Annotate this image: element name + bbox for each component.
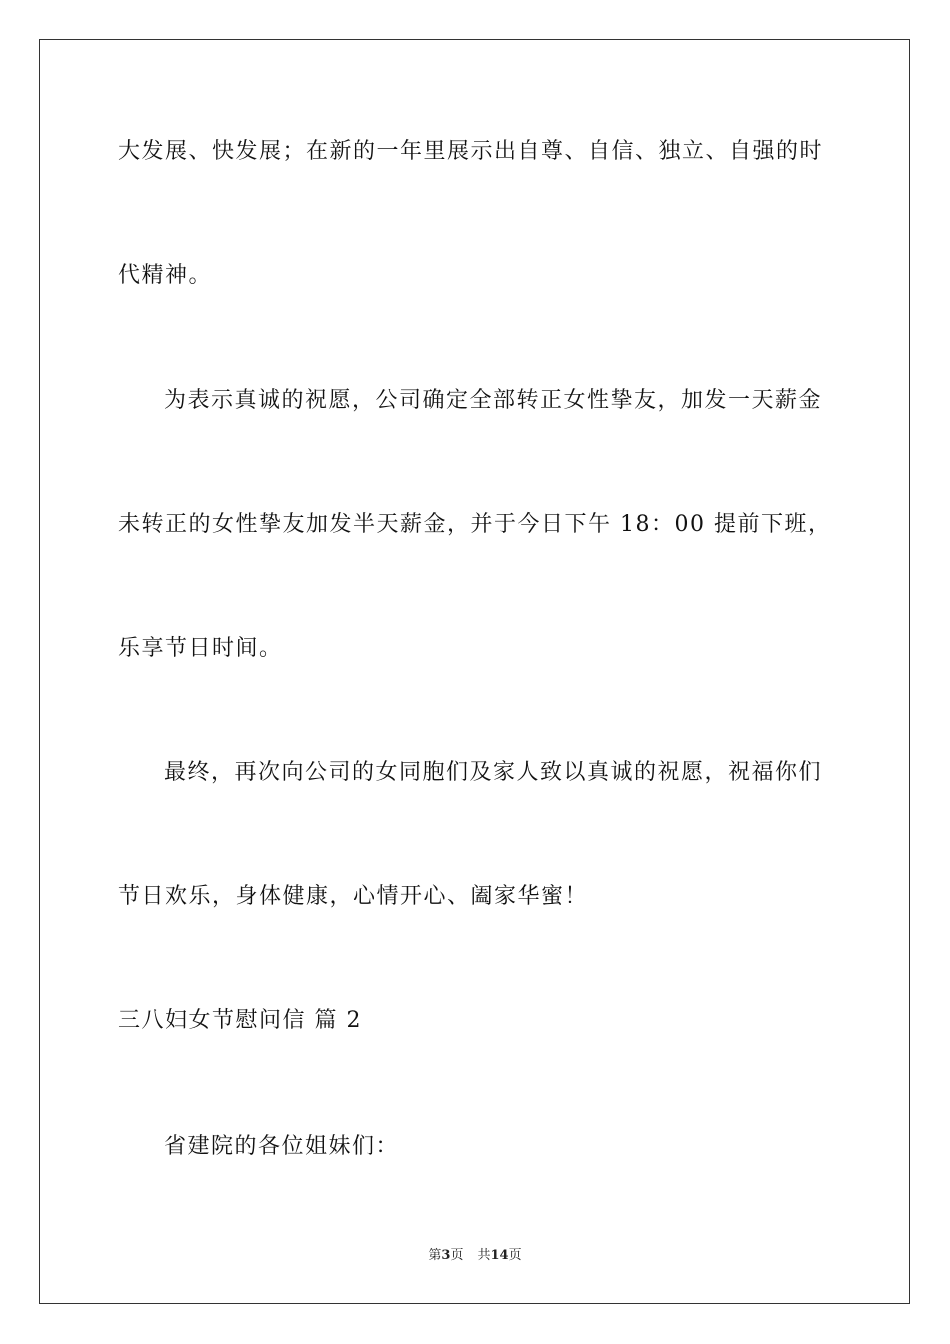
footer-page-unit: 页 [450, 1248, 464, 1263]
body-line-6: 最终，再次向公司的女同胞们及家人致以真诚的祝愿，祝福你们 [164, 760, 823, 785]
footer-page-total: 14 [490, 1248, 509, 1263]
body-line-7: 节日欢乐，身体健康，心情开心、阖家华蜜！ [118, 884, 589, 909]
body-line-2: 代精神。 [118, 263, 213, 288]
body-line-3: 为表示真诚的祝愿，公司确定全部转正女性挚友，加发一天薪金 [164, 388, 823, 413]
body-line-4: 未转正的女性挚友加发半天薪金，并于今日下午 18：00 提前下班， [118, 512, 832, 537]
salutation-line: 省建院的各位姐妹们： [164, 1134, 400, 1159]
footer-total-unit: 页 [508, 1248, 522, 1263]
body-line-1: 大发展、快发展；在新的一年里展示出自尊、自信、独立、自强的时 [118, 139, 824, 164]
section-heading: 三八妇女节慰问信 篇 2 [118, 1008, 362, 1033]
body-line-5: 乐享节日时间。 [118, 636, 283, 661]
footer-total-prefix: 共 [477, 1248, 491, 1263]
page-border [39, 39, 910, 1304]
page-footer [0, 1247, 950, 1265]
footer-page-prefix: 第 [428, 1248, 442, 1263]
footer-page-current: 3 [441, 1248, 451, 1263]
